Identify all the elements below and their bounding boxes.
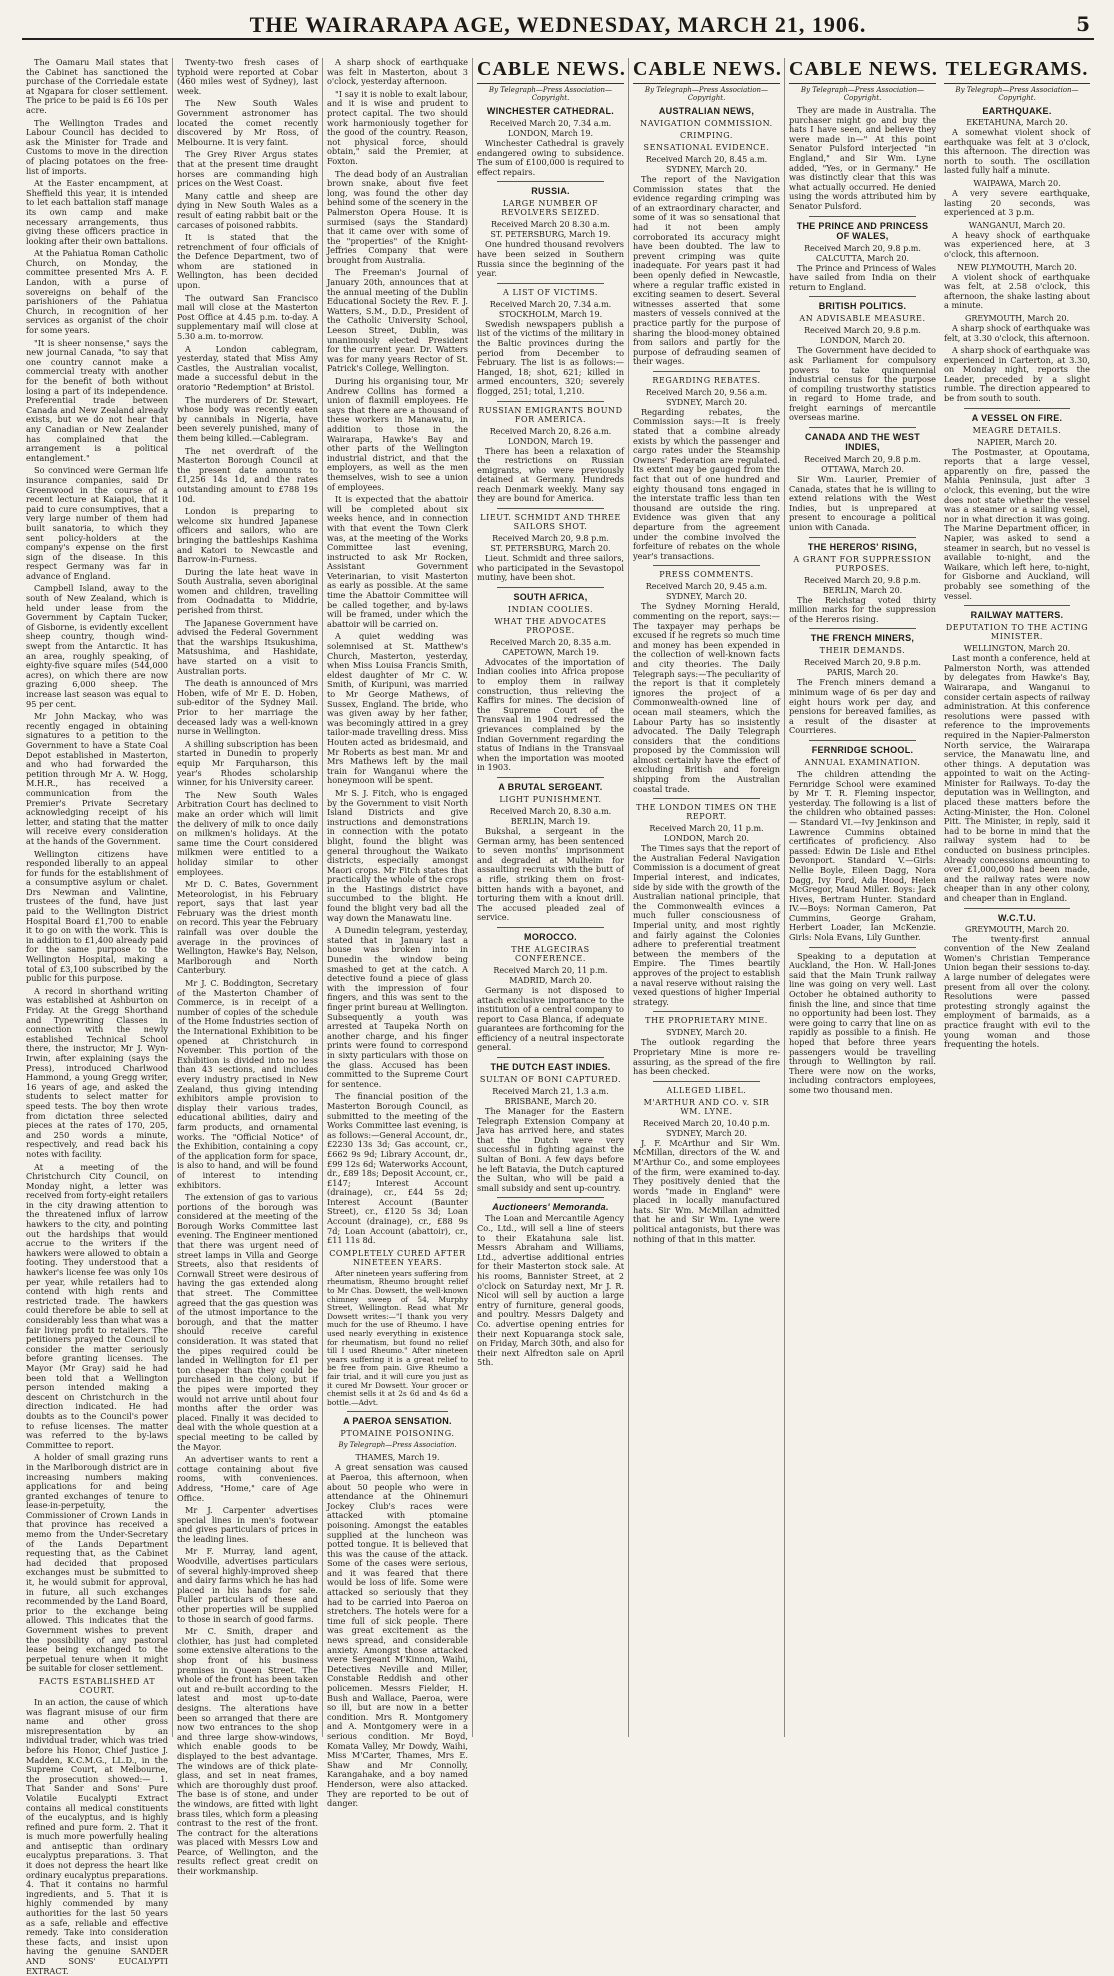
article-subheading: ALLEGED LIBEL. <box>666 1085 747 1095</box>
article-heading: RUSSIA. <box>531 186 570 197</box>
divider <box>497 927 604 928</box>
divider <box>497 508 604 509</box>
article-heading: W.C.T.U. <box>998 912 1036 923</box>
received-time: Received March 20 8.30 a.m. <box>491 220 610 230</box>
article-subheading: PTOMAINE POISONING. <box>340 1429 455 1439</box>
news-paragraph: During his organising tour, Mr Andrew Collins has formed a union of flaxmill employees. He says that there are a thousand of these workers in Manawatu, in addition to those in the Wairarapa, Hawke's Bay and other parts of the Wellington industrial district, and that the employers, as well as the men themselves, wish to see a union of employees. <box>327 376 468 492</box>
article-subheading: LIEUT. SCHMIDT AND THREE SAILORS SHOT. <box>480 513 621 532</box>
news-paragraph: It is expected that the abattoir will be completed about six weeks hence, and in connection with that event the Town Clerk was, at the meeting of the Works Committee last evening, instructed to ask Mr Rocken, Assistant Government Veterinarian, to visit Masterton as early as possible. At the same time the Abattoir Committee will be called together, and by-laws will be framed, under which the abattoir will be carried on. <box>327 494 468 629</box>
received-time: Received March 20, 10.40 p.m. <box>643 1118 770 1128</box>
column-local-news-2 <box>172 57 322 1877</box>
dateline: ST. PETERSBURG, March 20. <box>490 544 611 554</box>
divider <box>964 605 1070 606</box>
dateline: WELLINGTON, March 20. <box>963 644 1071 654</box>
article-subheading: REGARDING REBATES. <box>652 375 761 385</box>
news-paragraph: The report of the Navigation Commission states that the evidence regarding crimping was of an extraordinary character, and some of it was so sensational that had it not been amply corroborated its accuracy might have been doubted. The law to prevent crimping was quite inadequate. For years past it had been openly defied in Newcastle, where a regular traffic existed in exciting seamen to desert. Several witnesses asserted that some masters of vessels connived at the practice partly for the purpose of sharing the blood-money obtained from sailors and partly for the purpose of defrauding seamen of their wages. <box>633 174 780 367</box>
article-subheading: NAVIGATION COMMISSION. <box>640 119 773 128</box>
dateline: EKETAHUNA, March 20. <box>966 118 1068 127</box>
received-time: Received March 20, 8.45 a.m. <box>645 155 768 164</box>
ad-heading: COMPLETELY CURED AFTER NINETEEN YEARS. <box>329 1248 466 1267</box>
news-paragraph: The French miners demand a minimum wage of 6s per day and eight hours work per day, and pensions for bereaved families, as a result of the disaster at Courrieres. <box>789 677 936 736</box>
divider <box>964 908 1070 909</box>
dateline: LONDON, March 20. <box>819 336 906 346</box>
news-paragraph: A holder of small grazing runs in the Marlborough district are in increasing numbers making applications for and being granted exchanges of tenure to lease-in-perpetuity, the Commissioner of Crown Lands in that province has received a memo from the Under-Secretary of the Lands Department requesting that, as the Cabinet had decided that proposed exchanges must be submitted to it, he would submit for approval, in future, all such exchanges recommended by the Land Board, prior to the exchange being allowed. This indicates that the Government wishes to prevent the possibility of any pastoral lease being exchanged to the perpetual tenure when it might be suitable for closer settlement. <box>26 1452 168 1674</box>
dateline: THAMES, March 19. <box>355 1453 440 1463</box>
news-paragraph: Speaking to a deputation at Auckland, the Hon. W. Hall-Jones said that the Main Trunk railway line was going on very well. Last October he obtained authority to finish the line, and since that time no opportunity had been lost. They were going to carry that line on as rapidly as possible to a finish. He hoped that before three years passengers would be travelling through to Wellington by rail. There were now on the works, including contractors employees, some two thousand men. <box>789 950 936 1095</box>
byline: By Telegraph—Press Association—Copyright. <box>644 86 769 102</box>
article-heading: THE FRENCH MINERS, <box>810 633 915 644</box>
dateline: NEW PLYMOUTH, March 20. <box>957 262 1077 272</box>
news-paragraph: The Prince and Princess of Wales have sailed from India on their return to England. <box>789 262 936 292</box>
dateline: STOCKHOLM, March 19. <box>498 309 603 319</box>
divider <box>809 628 916 629</box>
article-subheading: THE LONDON TIMES ON THE REPORT. <box>636 803 777 822</box>
news-paragraph: The murderers of Dr. Stewart, whose body was recently eaten by cannibals in Nigeria, have been severely punished, many of them being killed.—Cablegram. <box>177 394 318 443</box>
divider <box>653 371 760 372</box>
newspaper-title: THE WAIRARAPA AGE, WEDNESDAY, MARCH 21, 1906. <box>249 12 867 37</box>
news-paragraph: Germany is not disposed to attach exclusive importance to the institution of a central company to report to Casa Blanca, if adequate guarantees are forthcoming for the efficiency of a neutral inspectorate general. <box>477 984 624 1053</box>
dateline: CAPETOWN, March 19. <box>502 647 599 657</box>
article-heading: RAILWAY MATTERS. <box>970 610 1064 621</box>
received-time: Received March 20, 9.45 a.m. <box>645 582 768 592</box>
article-subheading: SULTAN OF BONI CAPTURED. <box>479 1075 622 1085</box>
news-paragraph: A record in shorthand writing was established at Ashburton on Friday. At the Gregg Shorthand and Typewriting Classes in connection with the newly established Technical School there, the instructor, Mr J. Wyn-Irwin, after explaining (says the Press), introduced Charlwood Hammond, a young Gregg writer, 16 years of age, and asked the students to select matter for speed tests. The boy then wrote from dictation three selected pieces at the rates of 170, 205, and 250 words a minute, respectively, and read back his notes with facility. <box>26 985 168 1159</box>
column-cable-news-1 <box>472 58 628 1737</box>
news-paragraph: A sharp shock of earthquake was experienced in Carterton, at 3.30, on Monday night, reports the Leader, preceded by a slight rumble. The direction appeared to be from south to south. <box>944 345 1090 404</box>
news-paragraph: At the Easter encampment, at Sheffield this year, it is intended to let each battalion staff manage its own camp and make necessary arrangements, thus giving these officers practice in looking after their own battalions. <box>26 178 168 246</box>
byline: By Telegraph—Press Association—Copyright. <box>955 86 1079 102</box>
divider <box>653 1011 760 1012</box>
news-paragraph: A very severe earthquake, lasting 20 seconds, was experienced at 3 p.m. <box>944 187 1090 218</box>
news-paragraph: Advocates of the importation of Indian coolies into Africa propose to employ them in railway construction, thus relieving the Kaffirs for mines. The decision of the Supreme Court of the Transvaal in 1904 redressed the grievances complained by the Indian Government regarding the status of Indians in the Transvaal when the importation was mooted in 1903. <box>477 656 624 773</box>
news-paragraph: Swedish newspapers publish a list of the victims of the military in the Baltic provinces during the period from December to February. The list is as follows:—Hanged, 18; shot, 621; killed in armed encounters, 320; severely flogged, 251; total, 1,210. <box>477 318 624 396</box>
dateline: CALCUTTA, March 20. <box>815 253 909 263</box>
article-subheading: LIGHT PUNISHMENT. <box>499 794 602 804</box>
news-paragraph: A somewhat violent shock of earthquake was felt at 3 o'clock, this afternoon. The direction was north to south. The oscillation lasted fully half a minute. <box>944 127 1090 176</box>
article-subheading: THE ALGECIRAS CONFERENCE. <box>511 944 590 963</box>
byline: By Telegraph—Press Association—Copyright. <box>488 86 613 102</box>
dateline: SYDNEY, March 20. <box>665 165 748 174</box>
column-local-news-3 <box>322 57 472 1809</box>
section-masthead: CABLE NEWS. <box>789 58 936 84</box>
news-paragraph: The Freeman's Journal of January 20th, announces that at the annual meeting of the Dublin Educational Society the Rev. F. J. Watters, S.M., D.D., President of the Catholic University School, Leeson Street, Dublin, was unanimously elected President for the current year. Dr. Watters was for many years Rector of St. Patrick's College, Wellington. <box>327 267 468 374</box>
news-paragraph: Wellington citizens have responded liberally to an appeal for funds for the establishment of a consumptive asylum or chalet. Drs Newman and Valintine, trustees of the fund, have just paid to the Wellington District Hospital Board £1,700 to enable it to go on with the work. This is in addition to £1,400 already paid for the same purpose to the Wellington Hospital, making a total of £3,100 subscribed by the public for this purpose. <box>26 848 168 984</box>
dateline: BERLIN, March 20. <box>822 585 903 595</box>
news-paragraph: A London cablegram, yesterday, stated that Miss Amy Castles, the Australian vocalist, made a successful debut in the oratorio "Redemption" at Bristol. <box>177 343 318 392</box>
article-subheading: THE PROPRIETARY MINE. <box>645 1016 768 1026</box>
dateline: NAPIER, March 20. <box>977 437 1057 447</box>
article-subheading: CRIMPING. <box>679 131 734 140</box>
divider <box>497 1197 604 1198</box>
article-heading: EARTHQUAKE. <box>982 106 1052 116</box>
news-paragraph: The Times says that the report of the Australian Federal Navigation Commission is a document of great Imperial interest, and indicates, side by side with the growth of the Australian national principle, that the Commonwealth evinces a much fuller consciousness of Imperial unity, and most rightly and fairly against the Colonies adhere to preferential treatment between the members of the Empire. The Times beartily approves of the project to establish a naval reserve without raising the vexed questions of higher Imperial strategy. <box>633 843 780 1007</box>
news-paragraph: J. F. McArthur and Sir Wm. McMillan, directors of the W. and M'Arthur Co., and some employees of the firm, were examined to-day. They positively denied that the words "made in England" were placed in locally manufactured hats. Sir Wm. McMillan admitted that he and Sir Wm. Lyne were political antagonists, but there was nothing of that in this matter. <box>633 1137 780 1244</box>
article-subheading: A GRANT FOR SUPPRESSION PURPOSES. <box>793 554 932 573</box>
news-paragraph: The Loan and Mercantile Agency Co., Ltd., will sell a line of steers to their Ekatahuna sale list. Messrs Abraham and Williams, Ltd., advertise additional entries for their Masterton stock sale. At his rooms, Bannister Street, at 2 o'clock on Saturday next, Mr J. R. Nicol will sell by auction a large entry of furniture, general goods, and poultry. Messrs Dalgety and Co. advertise opening entries for their next Kopuaranga stock sale, on Friday, March 30th, and also for their next Alfredton sale on April 5th. <box>477 1213 624 1368</box>
article-subheading: RUSSIAN EMIGRANTS BOUND FOR AMERICA. <box>478 405 623 424</box>
page-number: 5 <box>1076 12 1090 36</box>
auction-heading: Auctioneers' Memoranda. <box>492 1202 609 1213</box>
news-paragraph: The New South Wales Arbitration Court has declined to make an order which will limit the delivery of milk to once daily on milkmen's holidays. At the same time the Court considered milkmen were entitled to a holiday similar to other employees. <box>177 789 318 877</box>
dateline: PARIS, March 20. <box>826 668 899 678</box>
divider <box>809 537 916 538</box>
news-paragraph: Mr S. J. Fitch, who is engaged by the Government to visit North Island Districts and give instructions and demonstrations in connection with the potato blight, found the blight was general throughout the Waikato districts, especially amongst Maori crops. Mr Fitch states that practically the whole of the crops in the Hastings district have succumbed to the blight. He found the blight very bad all the way down the Manawatu line. <box>327 787 468 923</box>
article-heading: AUSTRALIAN NEWS, <box>658 106 755 116</box>
section-masthead: CABLE NEWS. <box>633 58 780 84</box>
column-cable-news-2 <box>628 58 784 1737</box>
received-time: Received March 20, 9.8 p.m. <box>804 243 921 253</box>
received-time: Received March 20, 11 p.m. <box>649 824 764 834</box>
article-heading: SOUTH AFRICA, <box>513 591 588 602</box>
news-paragraph: Mr C. Smith, draper and clothier, has just had completed some extensive alterations to the shop front of his business premises in Queen Street. The whole of the front has been taken out and re-built according to the latest and most up-to-date designs. The alterations have been so arranged that there are now two entrances to the shop and three large show-windows, which enable goods to be displayed to the best advantage. The windows are of thick plate-glass, and set in neat frames, which are thoroughly dust proof. The base is of stone, and under the windows, are fitted with light brass tiles, which form a pleasing contrast to the rest of the front. The contract for the alterations was placed with Messrs Low and Pearce, of Wellington, and the results reflect great credit on their workmanship. <box>177 1626 318 1877</box>
section-masthead: TELEGRAMS. <box>944 58 1090 84</box>
received-time: Received March 20, 9.56 a.m. <box>645 387 768 397</box>
news-paragraph: One hundred thousand revolvers have been seized in Southern Russia since the beginning of the year. <box>477 239 624 279</box>
news-paragraph: The twenty-first annual convention of the New Zealand Women's Christian Temperance Union began their sessions to-day. A large number of delegates were present from all over the colony. Resolutions were passed protesting strongly against the employment of barmaids, as a practice fraught with evil to the young woman and those frequenting the hotels. <box>944 933 1090 1050</box>
dateline: ST. PETERSBURG, March 19. <box>490 230 611 240</box>
received-time: Received March 20, 9.8 p.m. <box>804 326 921 336</box>
dateline: BRISBANE, March 20. <box>504 1097 597 1107</box>
news-paragraph: At the Pahiatua Roman Catholic Church, on Monday, the committee presented Mrs A. F. Landon, with a purse of sovereigns on behalf of the parishioners of the Pahiatua Church, in recognition of her services as organist of the choir for some years. <box>26 248 168 336</box>
article-heading: BRITISH POLITICS. <box>818 301 907 312</box>
news-paragraph: Twenty-two fresh cases of typhoid were reported at Cobar (460 miles west of Sydney), last week. <box>177 57 318 96</box>
news-paragraph: A heavy shock of earthquake was experienced here, at 3 o'clock, this afternoon. <box>944 229 1090 259</box>
section-heading: FACTS ESTABLISHED AT COURT. <box>38 1676 156 1695</box>
news-paragraph: Mr D. C. Bates, Government Meteorologist, in his February report, says that last year February was the driest month on record. This year the February rainfall was over double the average in the provinces of Wellington, Hawke's Bay, Nelson, Marlborough and North Canterbury. <box>177 879 318 976</box>
news-paragraph: At a meeting of the Christchurch City Council, on Monday night, a letter was received from forty-eight retailers in the city drawing attention to the threatened influx of larrow hawkers to the city, and pointing out the hardships that would accrue to the writers if the hawkers were allowed to obtain a footing. They understood that a hawker's license fee was only 10s per year, while retailers had to contend with high rents and restricted trade. The hawkers could therefore be able to sell at considerably less than what was a fair living profit to retailers. The petitioners prayed the Council to consider the matter seriously before granting licenses. The Mayor (Mr Gray) said he had been told that a Wellington person intended making a descent on Christchurch in the direction indicated. He had doubts as to the Council's power to refuse licenses. The matter was referred to the by-laws Committee to report. <box>26 1161 168 1450</box>
received-time: Received March 20, 9.8 p.m. <box>492 534 609 544</box>
news-paragraph: Mr J. C. Boddington, Secretary of the Masterton Chamber of Commerce, is in receipt of a number of copies of the schedule of the Home Industries section of the International Exhibition to be opened at Christchurch in November. This portion of the Exhibition is divided into no less than 43 sections, and includes every industry practised in New Zealand, thus giving intending exhibitors ample provision to display their various trades, educational abilities, dairy and farm products, and ornamental works. The "Official Notice" of the Exhibition, containing a copy of the application form for space, is also to hand, and will be found of interest to intending exhibitors. <box>177 978 318 1190</box>
news-paragraph: Campbell Island, away to the south of New Zealand, which is held under lease from the Government by Captain Tucker, of Gisborne, is evidently excellent sheep country, though wind-swept from the Antarctic. It has an area, roughly speaking, of eighty-five square miles (544,000 acres), on which there are now grazing 6,000 sheep. The increase last season was equal to 95 per cent. <box>26 583 168 709</box>
news-paragraph: It is stated that the retrenchment of four officials of the Defence Department, two of whom are stationed in Wellington, has been decided upon. <box>177 232 318 291</box>
news-paragraph: They are made in Australia. The purchaser might go and buy the hats I have seen, and believe they were made in—" At this point Senator Pulsford interjected "in England," and Sir Wm. Lyne added, "Yes, or in Germany." He was distinctly clear that this was what actually occurred. He denied using the words attributed him by Senator Pulsford. <box>789 105 936 211</box>
news-paragraph: Sir Wm. Laurier, Premier of Canada, states that he is willing to extend relations with the West Indies, but is unprepared at present to encourage a political union with Canada. <box>789 474 936 533</box>
news-paragraph: The financial position of the Masterton Borough Council, as submitted to the meeting of the Works Committee last evening, is as follows:—General Account, dr., £2230 13s 3d; Gas account, cr., £662 9s 9d; Library Account, dr., £99 12s 6d; Waterworks Account, dr., £89 18s; Deposit Account, cr., £147; Interest Account (drainage), cr., £44 5s 2d; Interest Account (Baunter Street), cr., £120 5s 3d; Loan Account (drainage), cr., £88 9s 7d; Loan Account (abattoir), cr., £11 11s 8d. <box>327 1091 468 1246</box>
article-subheading: AN ADVISABLE MEASURE. <box>799 314 926 324</box>
divider <box>809 427 916 428</box>
received-time: Received March 20, 9.8 p.m. <box>804 575 921 585</box>
news-paragraph: During the late heat wave in South Australia, seven aboriginal women and children, travelling from Oodnadatta to Middrie, perished from thirst. <box>177 566 318 616</box>
news-paragraph: An advertiser wants to rent a cottage containing about five rooms, with conveniences. Address, "Home," care of Age Office. <box>177 1454 318 1503</box>
dateline: GREYMOUTH, March 20. <box>964 313 1070 323</box>
dateline: OTTAWA, March 20. <box>821 465 904 475</box>
divider <box>964 408 1070 409</box>
article-subheading: ANNUAL EXAMINATION. <box>804 757 921 767</box>
divider <box>497 1057 604 1058</box>
article-heading: THE DUTCH EAST INDIES. <box>490 1062 611 1073</box>
article-subheading: LARGE NUMBER OF REVOLVERS SEIZED. <box>501 199 600 218</box>
article-subheading: WHAT THE ADVOCATES PROPOSE. <box>494 616 607 635</box>
received-time: Received March 20, 8.35 a.m. <box>489 637 612 647</box>
divider <box>497 283 604 284</box>
article-subheading: MEAGRE DETAILS. <box>972 425 1062 435</box>
news-paragraph: Lieut. Schmidt and three sailors, who participated in the Sevastopol mutiny, have been shot. <box>477 553 624 583</box>
news-paragraph: The dead body of an Australian brown snake, about five feet long, was found the other day behind some of the scenery in the Palmerston Opera House. It is surmised (says the Standard) that it came over with some of the "properties" of the Knight-Jeffries Company that were brought from Australia. <box>327 168 468 265</box>
news-paragraph: Mr F. Murray, land agent, Woodville, advertises particulars of several highly-improved sheep and dairy farms which he has had placed in his hands for sale. Fuller particulars of these and other properties will be supplied to those in search of good farms. <box>177 1546 318 1624</box>
byline: By Telegraph—Press Association. <box>338 1441 457 1450</box>
column-cable-news-3 <box>784 58 940 1737</box>
news-paragraph: Mr J. Carpenter advertises special lines in men's footwear and gives particulars of prices in the leading lines. <box>177 1505 318 1544</box>
news-paragraph: The Oamaru Mail states that the Cabinet has sanctioned the purchase of the Corriedale estate at Ngapara for closer settlement. The price to be paid is £6 10s per acre. <box>26 57 168 115</box>
dateline: SYDNEY, March 20. <box>665 592 748 602</box>
news-paragraph: Regarding rebates, the Commission says:—It is freely stated that a combine already exists by which the passenger and cargo rates under the Steamship Owners' Federation are regulated. Its extent may be gauged from the fact that out of one hundred and eighty thousand tons engaged in the interstate traffic less than ten thousand are outside the ring. Evidence was given that any departure from the agreement under the combine involved the forfeiture of rebates on the whole year's transactions. <box>633 406 780 561</box>
dateline: MADRID, March 20. <box>509 975 592 985</box>
article-subheading: M'ARTHUR AND CO. v. SIR WM. LYNE. <box>643 1097 770 1116</box>
received-time: Received March 20, 8.26 a.m. <box>489 426 612 436</box>
divider <box>497 181 604 182</box>
article-heading: A BRUTAL SERGEANT. <box>498 781 603 792</box>
news-paragraph: The Government have decided to ask Parliament for compulsory powers to take quinquennial industrial census for the purpose of compiling trustworthy statistics in regard to Home trade, and freight earnings of mercantile overseas marine. <box>789 345 936 423</box>
divider <box>809 740 916 741</box>
news-paragraph: The Grey River Argus states that at the present time draught horses are commanding high prices on the West Coast. <box>177 149 318 189</box>
article-heading: A PAEROA SENSATION. <box>343 1416 452 1427</box>
news-paragraph: Winchester Cathedral is gravely endangered owing to subsidence. The sum of £100,000 is required to effect repairs. <box>477 138 624 177</box>
news-paragraph: The Wellington Trades and Labour Council has decided to ask the Minister for Trade and Customs to move in the direction of placing potatoes on the free-list of imports. <box>26 117 168 176</box>
news-paragraph: Mr John Mackay, who was recently engaged in obtaining signatures to a petition to the Government to have a State Coal Depot established in Masterton, and who had forwarded the petition through Mr A. W. Hogg, M.H.R., has received a communication from the Premier's Private Secretary acknowledging receipt of his letter, and stating that the matter will receive every consideration at the hands of the Government. <box>26 711 168 846</box>
received-time: Received March 21, 1.3 a.m. <box>492 1087 609 1097</box>
article-subheading: DEPUTATION TO THE ACTING MINISTER. <box>945 623 1089 642</box>
news-paragraph: A Dunedin telegram, yesterday, stated that in January last a house was broken into in Dunedin the window being smashed to get at the catch. A detective found a piece of glass with the impression of four fingers, and this was sent to the finger print bureau at Wellington. Subsequently a youth was arrested at Taupeka North on another charge, and his finger prints were found to correspond in sixty particulars with those on the glass. Accused has been committed to the Supreme Court for sentence. <box>327 925 468 1089</box>
divider <box>809 947 916 948</box>
news-paragraph: The outward San Francisco mail will close at the Masterton Post Office at 4.45 p.m. to-day. A supplementary mail will close at 5.30 a.m. to-morrow. <box>177 292 318 342</box>
article-heading: WINCHESTER CATHEDRAL. <box>486 106 615 116</box>
news-paragraph: There has been a relaxation of the restrictions on Russian emigrants, who were previously detained at Germany. Hundreds reach Denmark weekly. Many say they are bound for America. <box>477 445 624 504</box>
column-telegrams <box>940 58 1094 1737</box>
dateline: BERLIN, March 19. <box>510 816 591 826</box>
section-masthead: CABLE NEWS. <box>477 58 624 84</box>
received-time: Received March 20, 9.8 p.m. <box>804 455 921 465</box>
dateline: GREYMOUTH, March 20. <box>964 924 1070 934</box>
news-paragraph: A violent shock of earthquake was felt, at 2.58 o'clock, this afternoon, the shake lasting about a minute. <box>944 271 1090 311</box>
dateline: WAIPAWA, March 20. <box>973 178 1061 188</box>
news-paragraph: The Postmaster, at Opoutama, reports that a large vessel, apparently on fire, passed the Mahia Peninsula, just after 3 o'clock, this evening, but the wire does not state whether the vessel was a steamer or a sailing vessel, nor in what direction it was going. The Marine Department officer, in Napier, was asked to send a steamer in search, but no vessel is available to-night, and the Waikare, which left here, to-night, for Gisborne and Auckland, will probably see something of the vessel. <box>944 446 1090 601</box>
news-paragraph: In an action, the cause of which was flagrant misuse of our firm name and other gross misrepresentation by an individual trader, which was tried before his Honor, Chief Justice J. Madden, K.C.M.G., LL.D., in the Supreme Court, at Melbourne, the prosecution showed:— 1. That Sander and Sons' Pure Volatile Eucalypti Extract contains all medical constituents of the eucalyptus, and is highly refined and pure form. 2. That it is much more powerfully healing and antiseptic than ordinary eucalyptus preparations. 3. That it does not depress the heart like ordinary eucalyptus preparations. 4. That it contains no harmful ingredients, and 5. That it is highly commended by many authorities for the last 50 years as a safe, reliable and effective remedy. Take into consideration these facts, and insist upon having the genuine SANDER AND SONS' EUCALYPTI EXTRACT. <box>26 1696 168 1976</box>
masthead <box>22 12 1094 40</box>
divider <box>497 587 604 588</box>
ad-text: After nineteen years suffering from rheumatism, Rheumo brought relief to Mr Chas. Dowsett, the well-known chimney sweep of 54, Murphy Street, Wellington. Read what Mr Dowsett writes:—"I thank you very much for the use of Rheumo. I have used nearly everything in existence for rheumatism, but found no relief till I used Rheumo." After nineteen years suffering it is a great relief to be free from pain. Give Rheumo a fair trial, and it will cure you just as it cured Mr Dowsett. Your grocer or chemist sells it at 2s 6d and 4s 6d a bottle.—Advt. <box>327 1268 468 1407</box>
received-time: Received March 20, 7.34 a.m. <box>489 299 612 309</box>
news-paragraph: The New South Wales Government astronomer has located the comet recently discovered by Mr Ross, of Melbourne. It is very faint. <box>177 98 318 147</box>
received-time: Received March 20, 8.30 a.m. <box>489 806 612 816</box>
news-paragraph: Many cattle and sheep are dying in New South Wales as a result of eating rabbit bait or the carcases of poisoned rabbits. <box>177 190 318 230</box>
news-paragraph: The Japanese Government have advised the Federal Government that the warships Itsukushima, Matsushima, and Hashidate, have started on a visit to Australian ports. <box>177 617 318 676</box>
news-paragraph: A quiet wedding was solemnised at St. Matthew's Church, Masterton, yesterday, when Miss Louisa Francis Smith, eldest daughter of Mr C. W. Smith, of Kuripuni, was married to Mr George Mathews, of Sussex, England. The bride, who was given away by her father, was becomingly attired in a grey tailor-made travelling dress. Miss Houten acted as bridesmaid, and Mr Roberts as best man. Mr and Mrs Mathews left by the mail train for Wanganui where the honeymoon will be spent. <box>327 631 468 786</box>
dateline: SYDNEY, March 20. <box>665 1128 748 1138</box>
news-paragraph: The Manager for the Eastern Telegraph Extension Company at Java has arrived here, and states that the Dutch were very successful in fighting against the Sultan of Boni. A few days before he left Batavia, the Dutch captured the Sultan, who will be paid a small subsidy and sent up-country. <box>477 1106 624 1193</box>
news-paragraph: The Sydney Morning Herald, commenting on the report, says:—The taxpayer may perhaps be excused if he regrets so much time and money has been expended in the collection of well-known facts and city theories. The Daily Telegraph says:—The peculiarity of the report is that it completely ignores the project of a Commonwealth-owned line of ocean mail steamers, which the Labour Party has so insistently advocated. The Daily Telegraph considers that the conditions proposed by the Commission will almost certainly have the effect of excluding British and foreign shipping from the Australian coastal trade. <box>633 601 780 794</box>
received-time: Received March 20, 11 p.m. <box>493 965 608 975</box>
news-paragraph: The Reichstag voted thirty million marks for the suppression of the Hereros rising. <box>789 594 936 624</box>
dateline: LONDON, March 20. <box>663 834 750 844</box>
dateline: LONDON, March 19. <box>507 436 594 446</box>
news-paragraph: Bukshal, a sergeant in the German army, has been sentenced to seven months' imprisonment and degraded at Mulheim for assaulting recruits with the butt of a rifle, striking them on frost-bitten hands with a bayonet, and torturing them with a knout drill. The accused pleaded zeal of service. <box>477 825 624 923</box>
article-subheading: THEIR DEMANDS. <box>819 646 906 656</box>
divider <box>653 1081 760 1082</box>
column-local-news-1 <box>22 57 172 1976</box>
news-paragraph: The outlook regarding the Proprietary Mine is more re-assuring, as the spread of the fire has been checked. <box>633 1037 780 1077</box>
article-heading: MOROCCO. <box>524 931 577 942</box>
article-subheading: SENSATIONAL EVIDENCE. <box>643 143 770 152</box>
news-paragraph: London is preparing to welcome six hundred Japanese officers and sailors, who are bringing the battleships Kashima and Katori to Newcastle and Barrow-in-Furness. <box>177 506 318 565</box>
article-subheading: INDIAN COOLIES. <box>507 604 594 614</box>
news-paragraph: The extension of gas to various portions of the borough was considered at the meeting of the Borough Works Committee last evening. The Engineer mentioned that there was urgent need of street lamps in Villa and George Streets, also that residents of Cornwall Street were desirous of having the gas extended along that street. The Committee agreed that the gas question was of the utmost importance to the borough, and that the matter should receive careful consideration. It was stated that the pipes required could be landed in Wellington for £1 per ton cheaper than they could be purchased in the colony, but if the pipes were imported they would not arrive until about four months after the order was placed. Finally it was decided to deal with the whole question at a special meeting to be called by the Mayor. <box>177 1192 318 1452</box>
dateline: SYDNEY, March 20. <box>665 397 748 407</box>
dateline: LONDON, March 19. <box>507 129 594 138</box>
dateline: WANGANUI, March 20. <box>968 220 1066 230</box>
divider <box>653 565 760 566</box>
divider <box>653 798 760 799</box>
news-paragraph: A sharp shock of earthquake was felt in Masterton, about 3 o'clock, yesterday afternoon. <box>327 57 468 87</box>
divider <box>809 216 916 217</box>
news-paragraph: "I say it is noble to exalt labour, and it is wise and prudent to protect capital. The two should work harmoniously together for the good of the country. Reason, not physical force, should obtain," said the Premier, at Foxton. <box>327 88 468 166</box>
article-heading: THE HEREROS' RISING, <box>807 541 918 552</box>
received-time: Received March 20, 7.34 a.m. <box>489 119 612 128</box>
news-paragraph: The children attending the Fernridge School were examined by Mr T. R. Fleming inspector, yesterday. The following is a list of the children who obtained passes:— Standard VI.—Ivy Jenkinson and Lawrence Cummins obtained certificates of proficiency. Also passed: Edwin De Lisle and Ethel Devonport. Standard V.—Girls: Nellie Boyle, Eileen Dagg, Nora Dagg, Ivy Ford, Ada Hood, Helen McGregor, Maud Miller. Boys: Jack Hives, Bertram Hunter. Standard IV.—Boys: Norman Cameron, Pat Cummins, George Graham, Herbert Loader, Ian McKenzie. Girls: Nola Evans, Lily Gunther. <box>789 768 936 943</box>
article-heading: FERNRIDGE SCHOOL. <box>811 744 914 755</box>
news-paragraph: A sharp shock of earthquake was felt, at 3.30 o'clock, this afternoon. <box>944 322 1090 343</box>
divider <box>497 777 604 778</box>
dateline: SYDNEY, March 20. <box>665 1028 748 1038</box>
news-paragraph: "It is sheer nonsense," says the new journal Canada, "to say that one country cannot make a commercial treaty with another for the benefit of both without losing a part of its independence. Preferential trade between Canada and New Zealand already exists, but we do not hear that any Canadian or New Zealander has complained that the arrangement is a political entanglement." <box>26 337 168 463</box>
received-time: Received March 20, 9.8 p.m. <box>804 658 921 668</box>
news-paragraph: A shilling subscription has been started in Dunedin to properly equip Mr Farquharson, this year's Rhodes scholarship winner, for his University career. <box>177 738 318 788</box>
news-paragraph: The death is announced of Mrs Hoben, wife of Mr E. D. Hoben, sub-editor of the Sydney Mail. Prior to her marriage the deceased lady was a well-known nurse in Wellington. <box>177 678 318 737</box>
article-heading: CANADA AND THE WEST INDIES, <box>804 432 921 453</box>
divider <box>347 1411 448 1412</box>
article-subheading: A LIST OF VICTIMS. <box>502 287 599 297</box>
news-paragraph: So convinced were German life insurance companies, said Dr Greenwood in the course of a recent lecture at Kaiapoi, that it paid to cure consumptives, that a very large number of them had built sanatoria, to which they sent policy-holders at the company's expense on the first sign of the disease. In this respect Germany was far in advance of England. <box>26 465 168 581</box>
news-paragraph: A great sensation was caused at Paeroa, this afternoon, when about 50 people who were in attendance at the Ohinemuri Jockey Club's races were attacked with ptomaine poisoning. Amongst the eatables supplied at the luncheon was potted tongue. It is believed that this was the cause of the attack. Some of the cases were serious, and it was feared that there would be loss of life. Some were attacked so seriously that they had to be carried into Paeroa on stretchers. The hotels were for a time full of sick people. There was great excitement as the news spread, and considerable anxiety. Amongst those attacked were Sergeant M'Kinnon, Waihi, Detectives Neville and Miller, Constable Reddish and other policemen. Messrs Fielder, H. Bush and Wallace, Paeroa, were so ill, but are now in a better condition. Mrs R. Montgomery and A. Montgomery were in a serious condition. Mr Boyd, Komata Valley, Mr Dowdy, Waihi, Miss M'Carter, Thames, Mrs E. Shaw and Mr Connolly, Karangahake, and a boy named Henderson, were also attacked. They are reported to be out of danger. <box>327 1462 468 1809</box>
article-heading: THE PRINCE AND PRINCESS OF WALES, <box>796 220 929 241</box>
byline: By Telegraph—Press Association—Copyright. <box>800 86 925 102</box>
article-heading: A VESSEL ON FIRE. <box>971 412 1063 423</box>
article-subheading: PRESS COMMENTS. <box>659 570 754 580</box>
news-paragraph: Last month a conference, held at Palmerston North, was attended by delegates from Hawke's Bay, Wairarapa, and Wanganui to consider certain aspects of railway administration. At this conference resolutions were passed with reference to the improvements required in the Napier-Palmerston North service, the Wairarapa service, the Manawatu line, and other things. A deputation was appointed to wait on the Acting-Minister for Railways. To-day the deputation was in Wellington, and placed these matters before the Acting-Minister, the Hon. Colonel Pitt. The Minister, in reply, said it had to be borne in mind that the railway system had to be conducted on business principles. Already concessions amounting to over £1,000,000 had been made, and the railway rates were now cheaper than in any other colony, and cheaper than in England. <box>944 653 1090 903</box>
divider <box>497 401 604 402</box>
news-paragraph: The net overdraft of the Masterton Borough Council at the present date amounts to £1,256 14s 1d, and the rates outstanding amount to £788 19s 10d. <box>177 445 318 504</box>
divider <box>809 296 916 297</box>
